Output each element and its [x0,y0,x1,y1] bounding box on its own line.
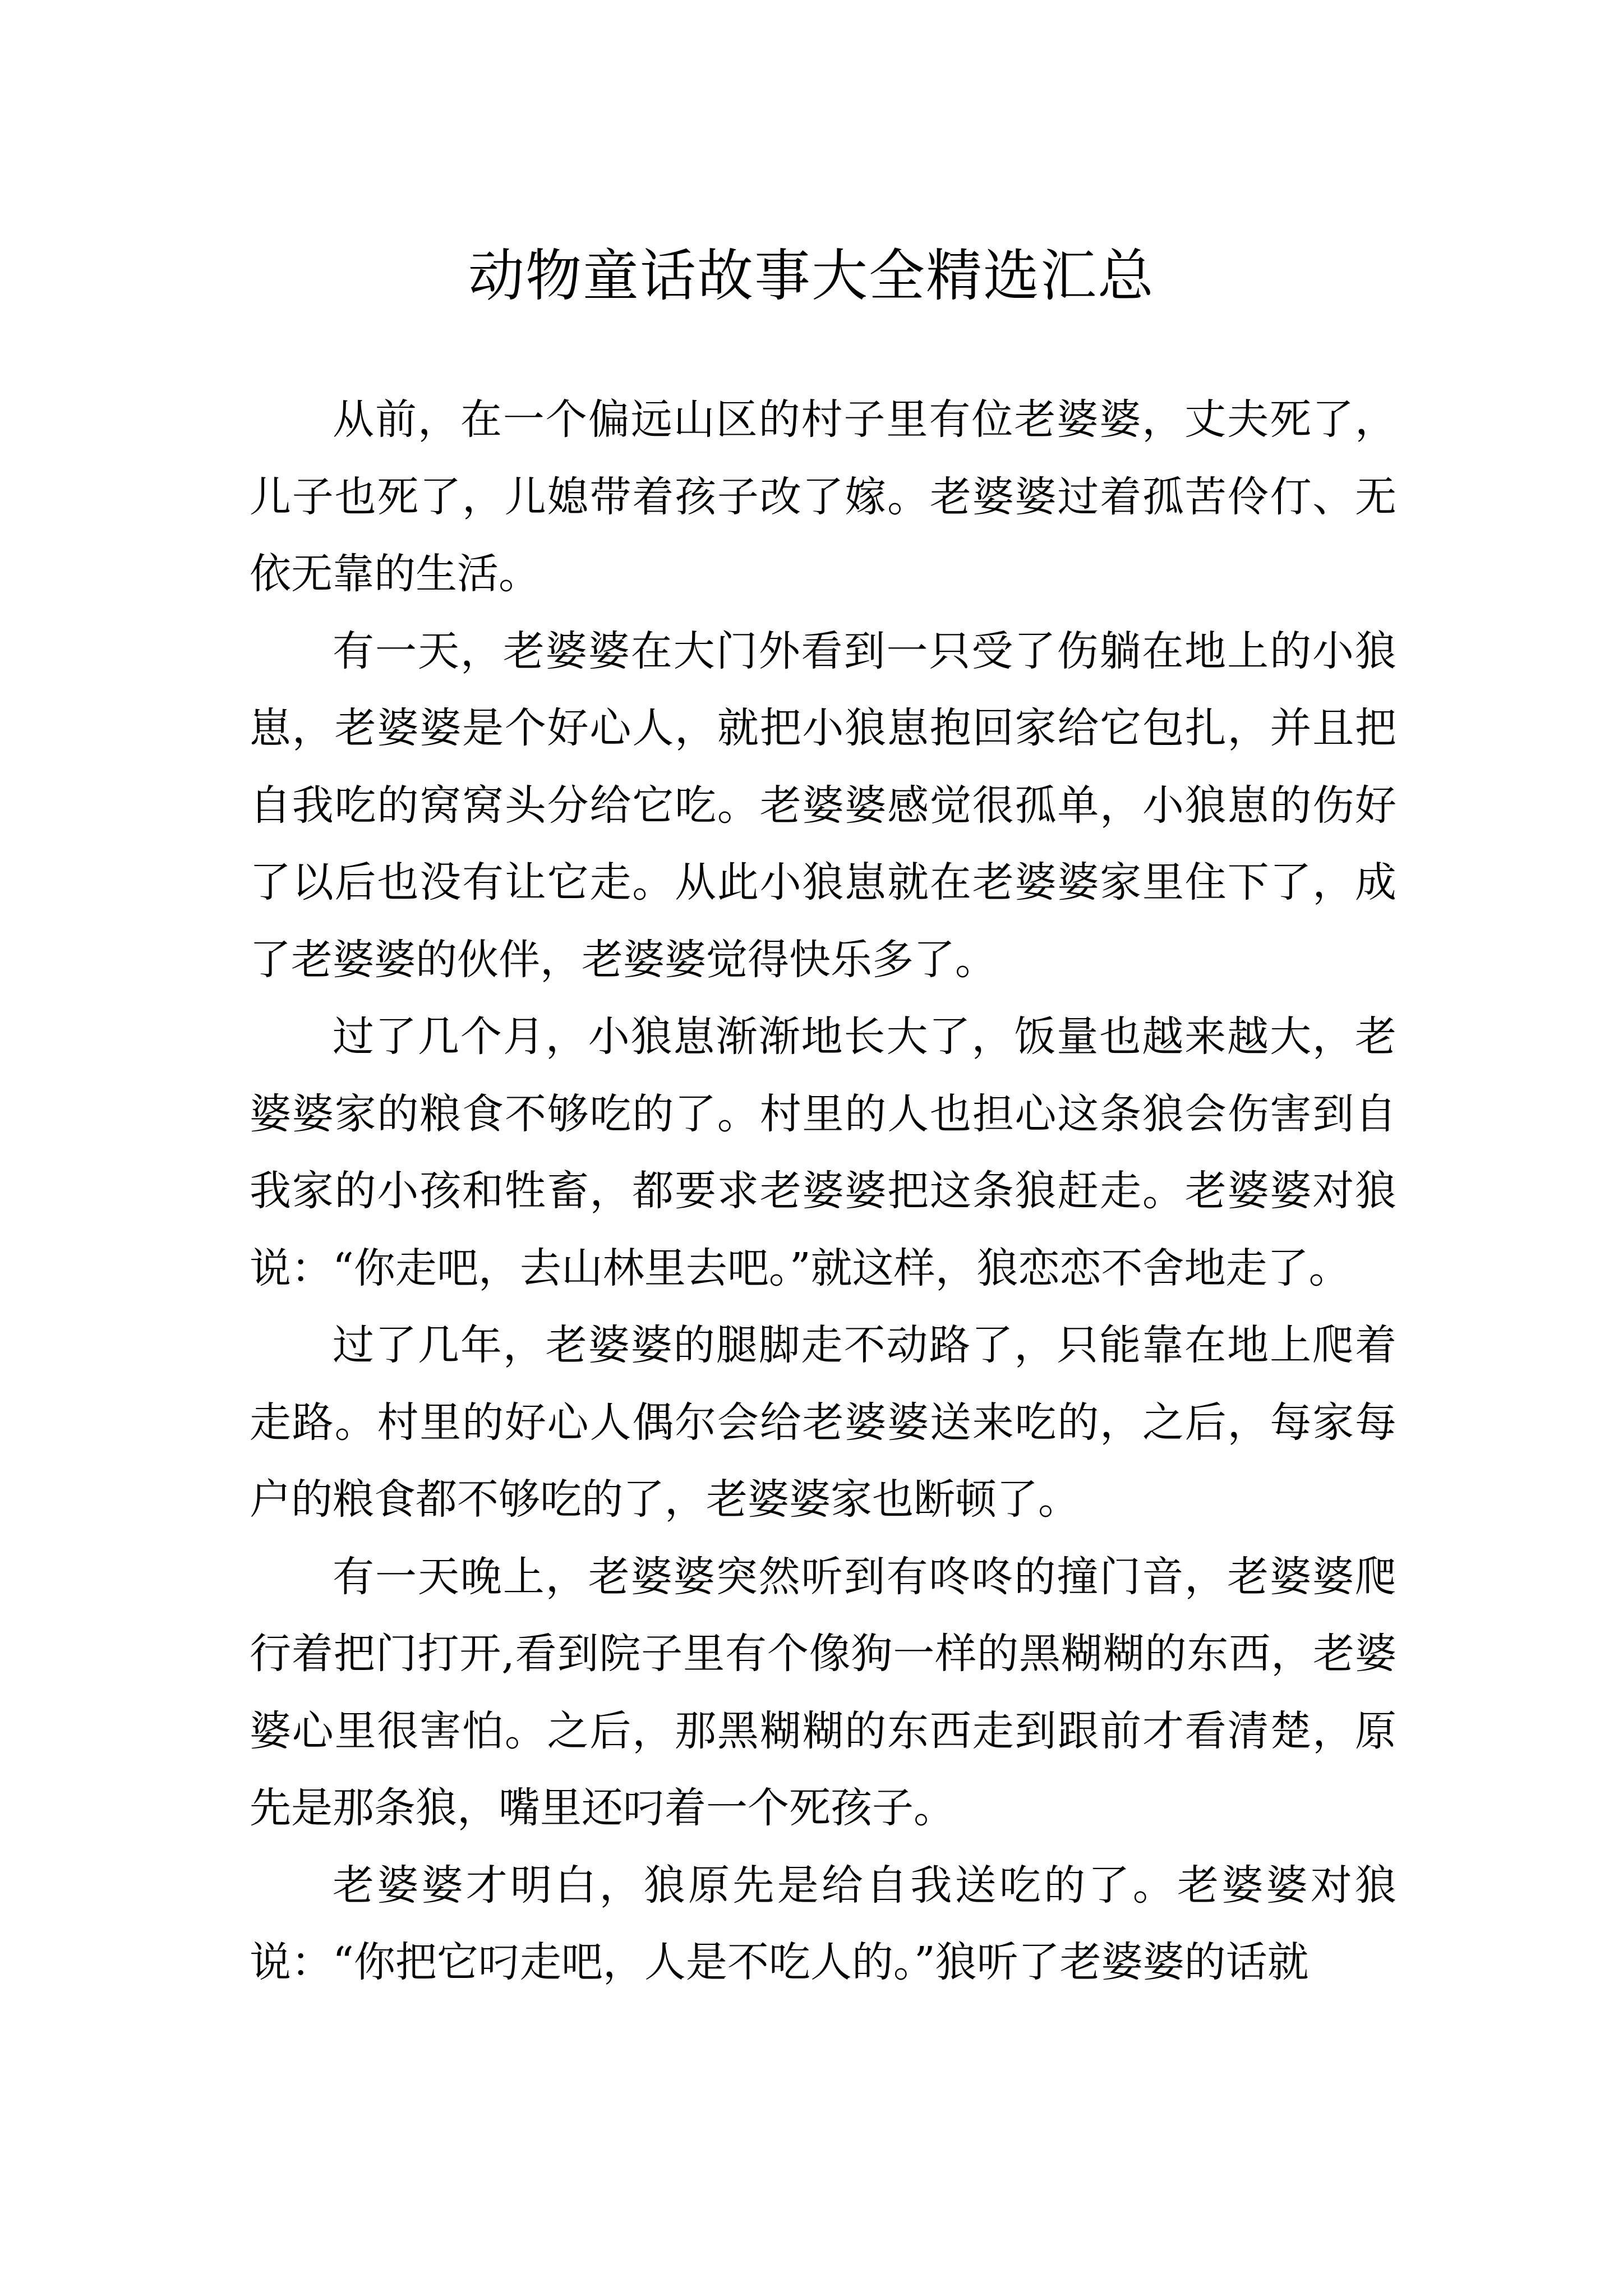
paragraph-3: 过了几个月，小狼崽渐渐地长大了，饭量也越来越大，老婆婆家的粮食不够吃的了。村里的人也担心这条狼会伤害到自我家的小孩和牲畜，都要求老婆婆把这条狼赶走。老婆婆对狼说：“你走吧，去山林里去吧。”就这样，狼恋恋不舍地走了。 [250,1013,1396,1292]
paragraph-2: 有一天，老婆婆在大门外看到一只受了伤躺在地上的小狼崽，老婆婆是个好心人，就把小狼崽抱回家给它包扎，并且把自我吃的窝窝头分给它吃。老婆婆感觉很孤单，小狼崽的伤好了以后也没有让它走。从此小狼崽就在老婆婆家里住下了，成了老婆婆的伙伴，老婆婆觉得快乐多了。 [250,627,1396,984]
document-title: 动物童话故事大全精选汇总 [468,243,1155,309]
paragraph-6: 老婆婆才明白，狼原先是给自我送吃的了。老婆婆对狼说：“你把它叼走吧，人是不吃人的。”狼听了老婆婆的话就 [250,1861,1396,1986]
document-body [250,381,1396,2001]
paragraph-4: 过了几年，老婆婆的腿脚走不动路了，只能靠在地上爬着走路。村里的好心人偶尔会给老婆婆送来吃的，之后，每家每户的粮食都不够吃的了，老婆婆家也断顿了。 [250,1321,1396,1524]
paragraph-5: 有一天晚上，老婆婆突然听到有咚咚的撞门音，老婆婆爬行着把门打开,看到院子里有个像狗一样的黑糊糊的东西，老婆婆心里很害怕。之后，那黑糊糊的东西走到跟前才看清楚，原先是那条狼，嘴里还叼着一个死孩子。 [250,1552,1396,1832]
paragraph-1: 从前，在一个偏远山区的村子里有位老婆婆，丈夫死了，儿子也死了，儿媳带着孩子改了嫁。老婆婆过着孤苦伶仃、无依无靠的生活。 [250,395,1396,598]
